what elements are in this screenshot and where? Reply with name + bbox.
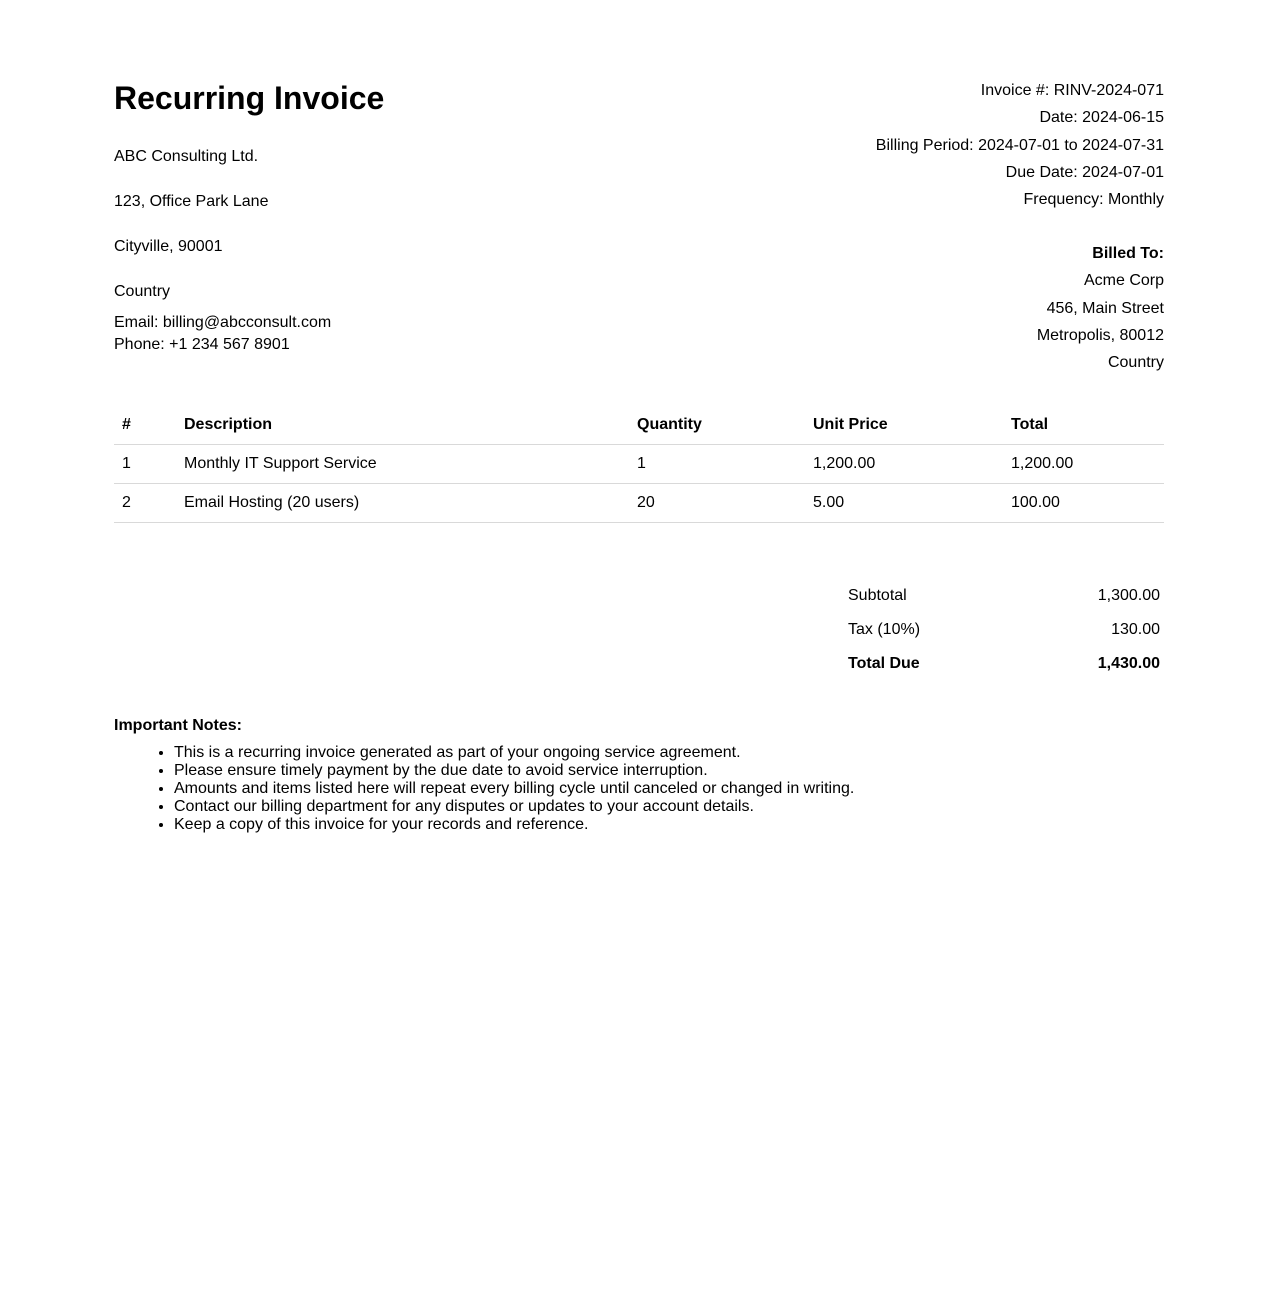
item-description: Monthly IT Support Service [176,445,629,484]
item-quantity: 1 [629,445,805,484]
total-due-value: 1,430.00 [1097,655,1160,672]
list-item: • Please ensure timely payment by the due date to avoid service interruption. [174,762,1164,780]
billed-to-heading: Billed To: [1092,245,1164,262]
tax-label: Tax (10%) [848,621,921,638]
billed-to-country: Country [1107,354,1164,372]
table-row [114,445,1164,484]
item-number: 2 [114,484,176,523]
frequency: Frequency: Monthly [1023,191,1164,209]
column-header-quantity: Quantity [629,406,805,445]
billed-to-street: 456, Main Street [1046,299,1164,317]
column-header-unit-price: Unit Price [805,406,1003,445]
subtotal-row [848,579,1164,613]
item-unit-price: 1,200.00 [805,445,1003,484]
sender-street: 123, Office Park Lane [114,193,269,210]
due-date: Due Date: 2024-07-01 [1005,163,1164,181]
list-item: • This is a recurring invoice generated as part of your ongoing service agreement. [174,744,1164,762]
invoice-page [114,0,1164,1300]
column-header-description: Description [176,406,629,445]
item-quantity: 20 [629,484,805,523]
total-due-label: Total Due [848,655,920,672]
sender-company: ABC Consulting Ltd. [114,148,259,165]
line-items-table [114,406,1164,523]
billing-period: Billing Period: 2024-07-01 to 2024-07-31 [875,136,1164,154]
column-header-number: # [114,406,176,445]
page-title: Recurring Invoice [114,80,385,116]
sender-block [114,145,534,356]
tax-value: 130.00 [1111,621,1160,638]
invoice-number: Invoice #: RINV-2024-071 [980,82,1164,99]
notes-list [114,744,1164,834]
subtotal-label: Subtotal [848,587,907,604]
list-item: • Amounts and items listed here will repeat every billing cycle until canceled or changed in writing. [174,780,1164,798]
tax-row [848,613,1164,647]
billed-to-block [744,240,1164,376]
billed-to-name: Acme Corp [1083,272,1164,290]
sender-city: Cityville, 90001 [114,238,223,255]
list-item: • Keep a copy of this invoice for your records and reference. [174,816,1164,834]
sender-country: Country [114,283,171,300]
item-unit-price: 5.00 [805,484,1003,523]
invoice-date: Date: 2024-06-15 [1039,109,1164,127]
notes-heading: Important Notes: [114,717,242,734]
column-header-total: Total [1003,406,1164,445]
billed-to-city: Metropolis, 80012 [1036,326,1164,344]
list-item: • Contact our billing department for any disputes or updates to your account details. [174,798,1164,816]
item-total: 100.00 [1003,484,1164,523]
table-row [114,484,1164,523]
item-number: 1 [114,445,176,484]
totals-block [848,579,1164,681]
table-header-row [114,406,1164,445]
invoice-meta [744,77,1164,213]
important-notes [114,714,1164,834]
item-description: Email Hosting (20 users) [176,484,629,523]
item-total: 1,200.00 [1003,445,1164,484]
sender-phone: Phone: +1 234 567 8901 [114,336,290,353]
subtotal-value: 1,300.00 [1097,587,1160,604]
sender-email: Email: billing@abcconsult.com [114,314,332,331]
total-due-row [848,647,1164,681]
